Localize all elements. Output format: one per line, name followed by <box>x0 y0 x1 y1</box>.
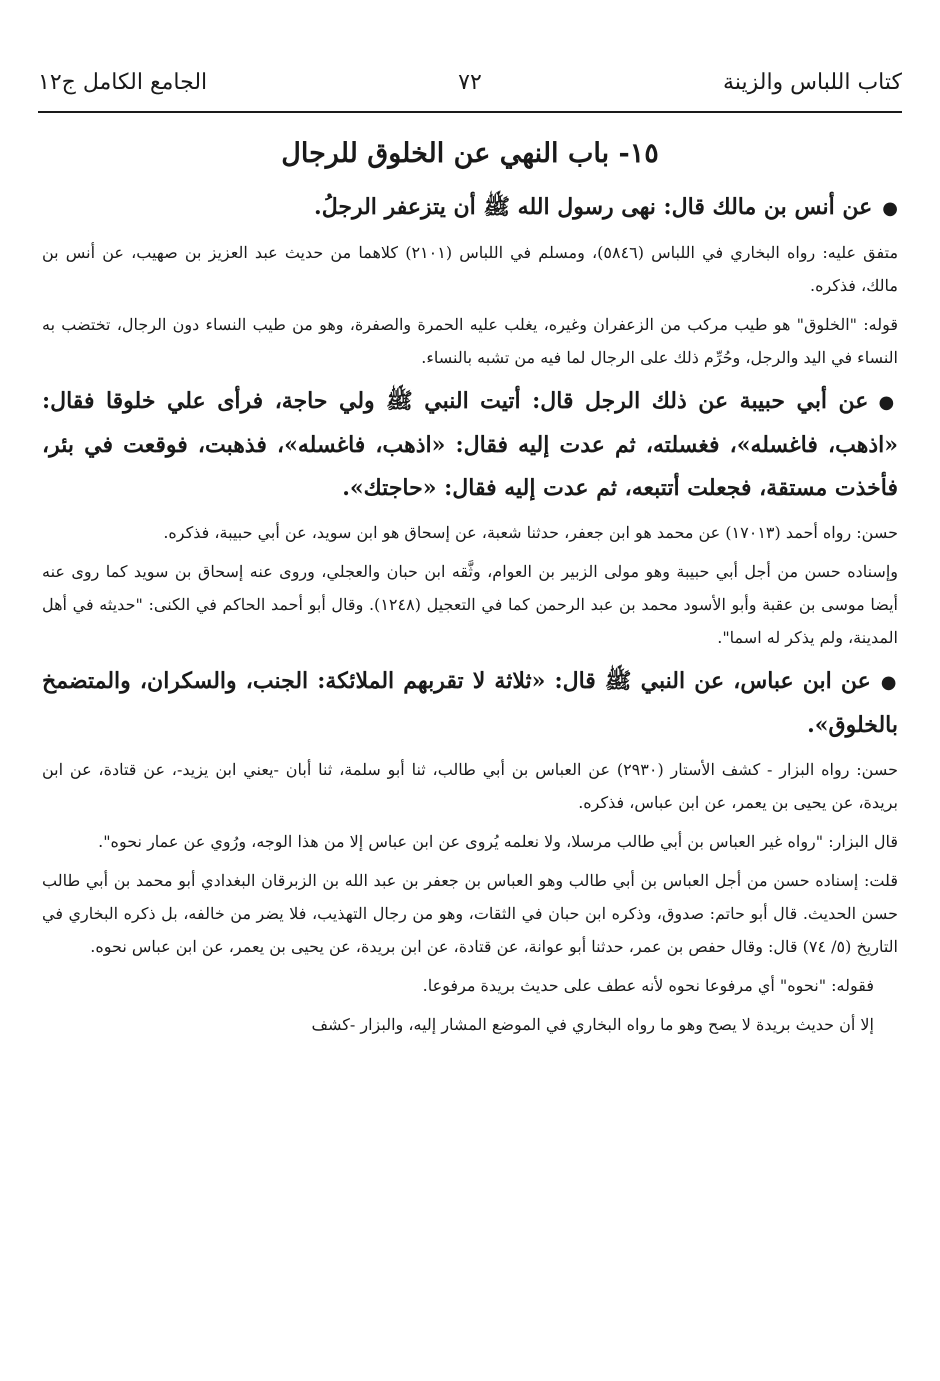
takhrij-note: حسن: رواه أحمد (١٧٠١٣) عن محمد هو ابن جعفر، حدثنا شعبة، عن إسحاق هو ابن سويد، عن أبي حبيبة، فذكره. <box>163 523 898 542</box>
bullet-icon: ● <box>880 672 898 693</box>
hadith-text <box>42 380 898 510</box>
section-title: ١٥- باب النهي عن الخلوق للرجال <box>281 138 659 169</box>
takhrij-note: متفق عليه: رواه البخاري في اللباس (٥٨٤٦)، ومسلم في اللباس (٢١٠١) كلاهما من حديث عبد العزيز بن صهيب، عن أنس بن مالك، فذكره. <box>42 243 899 295</box>
takhrij-note: حسن: رواه البزار - كشف الأستار (٢٩٣٠) عن العباس بن أبي طالب، ثنا أبو سلمة، ثنا أبان -يعني ابن يزيد-، عن قتادة، عن ابن بريدة، عن يحيى بن يعمر، عن ابن عباس، فذكره. <box>42 760 899 812</box>
bullet-icon: ● <box>878 392 898 413</box>
commentary-note: قلت: إسناده حسن من أجل العباس بن أبي طالب وهو العباس بن جعفر بن عبد الله بن الزبرقان البغدادي أبو محمد بن أبي طالب حسن الحديث. قال أبو حاتم: صدوق، وذكره ابن حبان في الثقات، وهو من رجال التهذيب، فلا يضر من خالفه، بل ذكره البخاري في التاريخ (٥/ ٧٤) قال: وقال حفص بن عمر، حدثنا أبو عوانة، عن قتادة، عن ابن بريدة، عن يحيى بن يعمر، عن ابن عباس نحوه. <box>42 871 898 956</box>
commentary-note: وإسناده حسن من أجل أبي حبيبة وهو مولى الزبير بن العوام، وثَّقه ابن حبان والعجلي، وروى عنه إسحاق بن سويد كما روى عنه أيضا موسى بن عقبة وأبو الأسود محمد بن عبد الرحمن كما في التعجيل (١٢٤٨). وقال أبو أحمد الحاكم في الكنى: "حديثه في أهل المدينة، ولم يذكر له اسما". <box>42 562 899 647</box>
page-number: ٧٢ <box>458 70 482 95</box>
commentary-note: إلا أن حديث بريدة لا يصح وهو ما رواه البخاري في الموضع المشار إليه، والبزار -كشف <box>311 1015 874 1034</box>
header-book-volume: الجامع الكامل ج١٢ <box>38 70 208 95</box>
commentary-note: قوله: "الخلوق" هو طيب مركب من الزعفران وغيره، يغلب عليه الحمرة والصفرة، وهو من طيب النساء دون الرجال، تختضب به النساء في اليد والرجل، وحُرِّم ذلك على الرجال لما فيه من تشبه بالنساء. <box>42 315 898 367</box>
hadith-text <box>42 660 898 747</box>
hadith-body: عن أبي حبيبة عن ذلك الرجل قال: أتيت النبي ﷺ ولي حاجة، فرأى علي خلوقا فقال: «اذهب، فاغسله»، فغسلته، ثم عدت إليه فقال: «اذهب، فاغسله»، فذهبت، فوقعت في بئر، فأخذت مستقة، فجعلت أتتبعه، ثم عدت إليه فقال: «حاجتك». <box>42 388 898 501</box>
hadith-body: عن ابن عباس، عن النبي ﷺ قال: «ثلاثة لا تقربهم الملائكة: الجنب، والسكران، والمتضمخ بالخلوق». <box>42 668 898 738</box>
hadith-text <box>42 186 898 230</box>
header-divider <box>38 111 902 113</box>
commentary-note: قال البزار: "رواه غير العباس بن أبي طالب مرسلا، ولا نعلمه يُروى عن ابن عباس إلا من هذا الوجه، ورُوي عن عمار نحوه". <box>98 832 898 851</box>
bullet-icon: ● <box>882 198 898 219</box>
running-header <box>38 70 902 104</box>
commentary-note: فقوله: "نحوه" أي مرفوعا نحوه لأنه عطف على حديث بريدة مرفوعا. <box>422 976 874 995</box>
page-body <box>42 136 898 1047</box>
header-book-section: كتاب اللباس والزينة <box>723 70 902 95</box>
hadith-body: عن أنس بن مالك قال: نهى رسول الله ﷺ أن يتزعفر الرجلُ. <box>314 194 873 220</box>
